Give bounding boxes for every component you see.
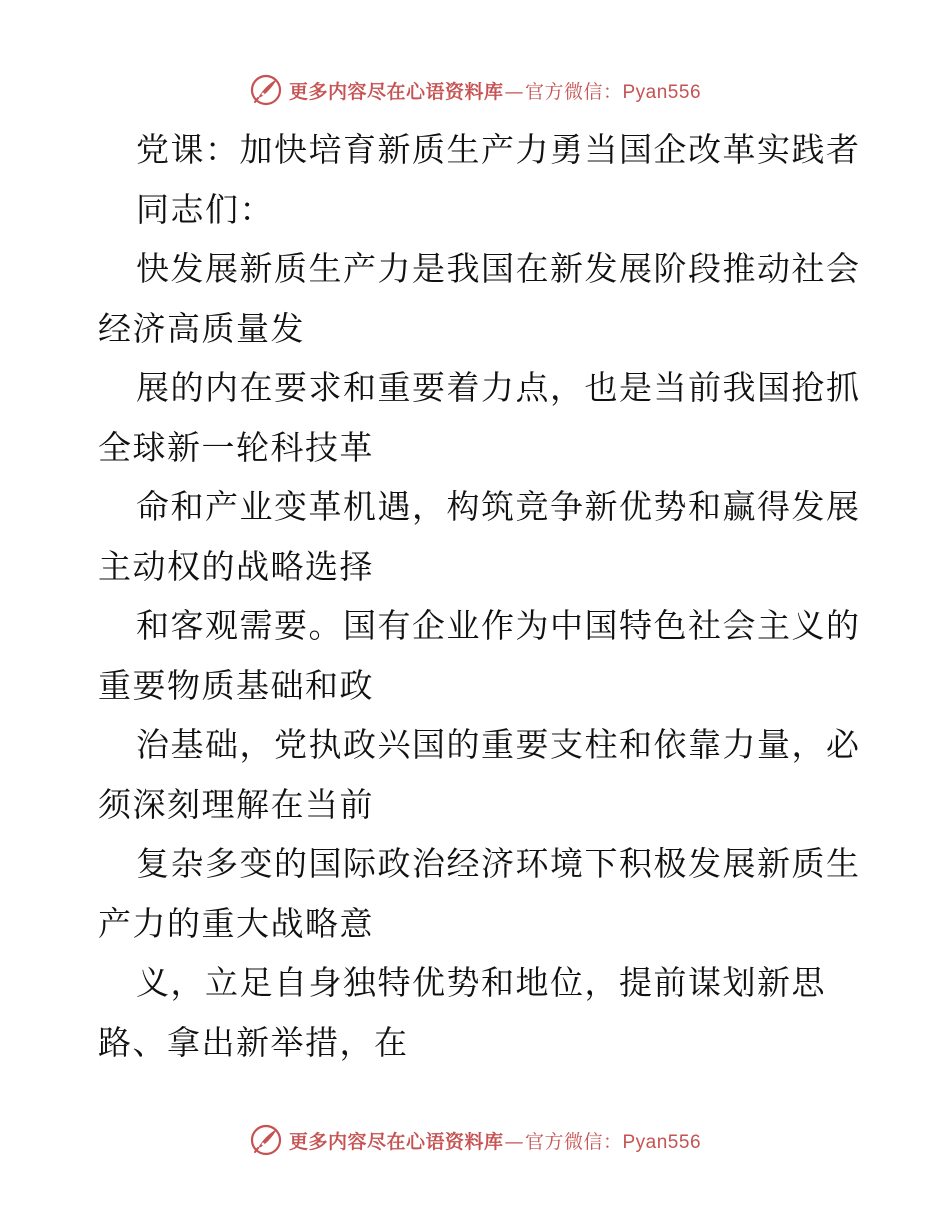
- paragraph-line: 治基础，党执政兴国的重要支柱和依靠力量，必: [136, 725, 861, 764]
- paragraph-line: 和客观需要。国有企业作为中国特色社会主义的: [136, 606, 861, 645]
- banner-dash: —: [504, 1130, 524, 1153]
- paragraph-line: 路、拿出新举措，在: [98, 1022, 409, 1062]
- document-title: 党课：加快培育新质生产力勇当国企改革实践者: [136, 130, 861, 169]
- banner-text: [289, 77, 701, 104]
- banner-text: [289, 1127, 701, 1154]
- banner-main-text: 更多内容尽在心语资料库: [288, 1130, 504, 1153]
- paragraph-line: 展的内在要求和重要着力点，也是当前我国抢抓: [136, 368, 861, 407]
- header-banner: [0, 70, 950, 110]
- feather-pen-logo-icon: [249, 73, 283, 107]
- banner-wechat-label: 官方微信：: [524, 1130, 623, 1153]
- paragraph-line: 快发展新质生产力是我国在新发展阶段推动社会: [136, 249, 861, 288]
- paragraph-line: 产力的重大战略意: [98, 903, 374, 943]
- feather-pen-logo-icon: [249, 1123, 283, 1157]
- paragraph-line: 经济高质量发: [98, 308, 305, 348]
- paragraph-line: 重要物质基础和政: [98, 665, 374, 705]
- footer-banner: [0, 1120, 950, 1160]
- paragraph-line: 同志们：: [136, 189, 274, 229]
- paragraph-line: 复杂多变的国际政治经济环境下积极发展新质生: [136, 844, 861, 883]
- paragraph-line: 须深刻理解在当前: [98, 784, 374, 824]
- banner-wechat-id: Pyan556: [622, 81, 702, 103]
- paragraph-line: 主动权的战略选择: [98, 546, 374, 586]
- paragraph-line: 义，立足自身独特优势和地位，提前谋划新思: [136, 963, 826, 1002]
- banner-dash: —: [504, 80, 524, 103]
- paragraph-line: 命和产业变革机遇，构筑竞争新优势和赢得发展: [136, 487, 861, 526]
- banner-main-text: 更多内容尽在心语资料库: [288, 80, 504, 103]
- document-body: [98, 120, 861, 1072]
- banner-wechat-label: 官方微信：: [524, 80, 623, 103]
- paragraph-line: 全球新一轮科技革: [98, 427, 374, 467]
- banner-wechat-id: Pyan556: [622, 1131, 702, 1153]
